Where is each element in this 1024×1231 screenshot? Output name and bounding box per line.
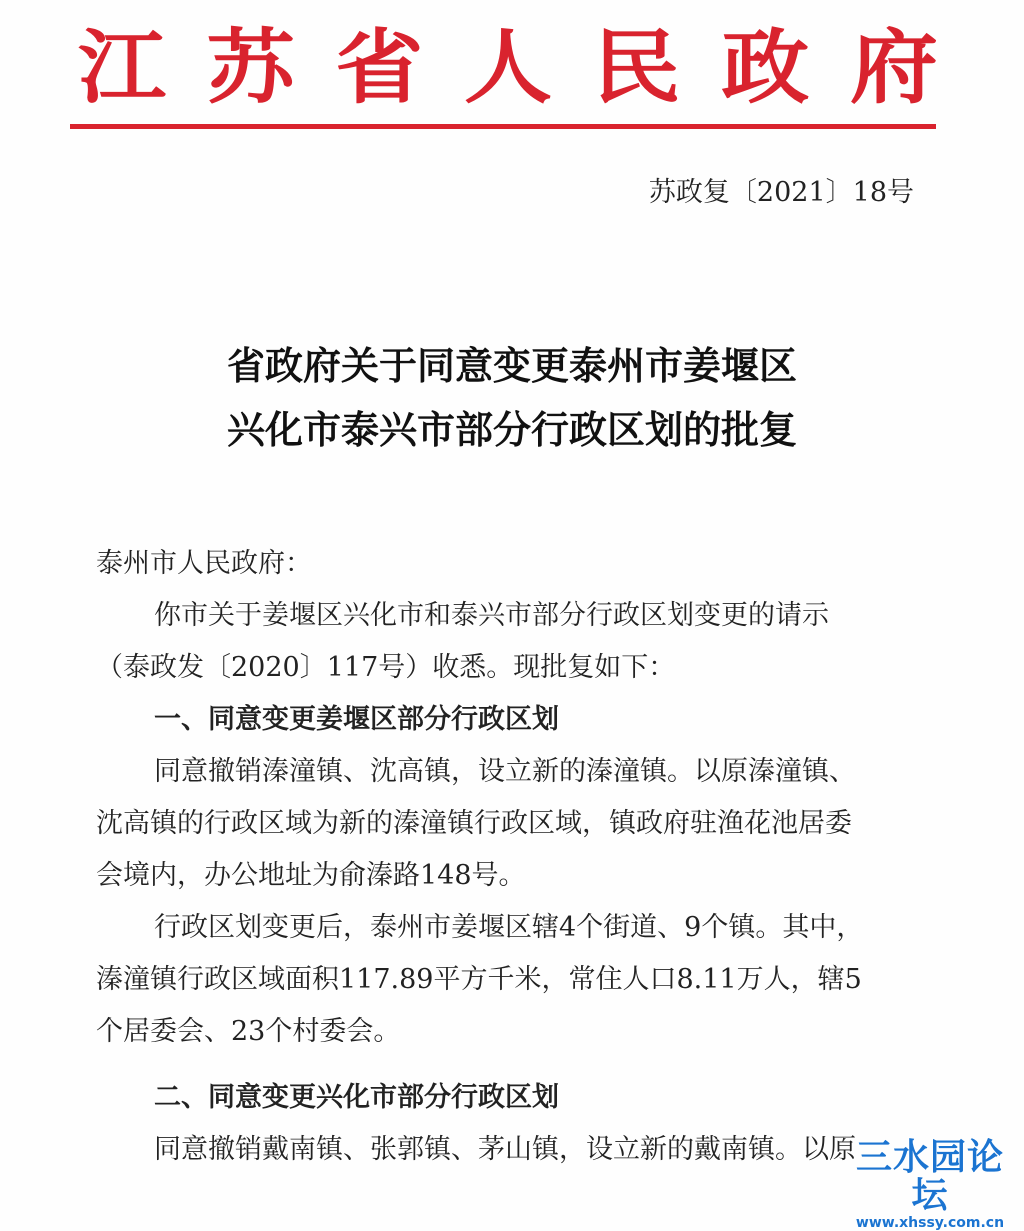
title-line-1: 省政府关于同意变更泰州市姜堰区 — [226, 344, 797, 388]
addressee: 泰州市人民政府： — [96, 548, 312, 579]
masthead-char: 江 — [78, 20, 167, 115]
masthead-char: 政 — [721, 20, 810, 115]
intro-line: （泰政发〔2020〕117号）收悉。现批复如下： — [96, 652, 676, 683]
paragraph-line: 会境内，办公地址为俞溱路148号。 — [96, 860, 526, 891]
section-1-heading: 一、同意变更姜堰区部分行政区划 — [154, 704, 559, 735]
masthead-char: 苏 — [206, 20, 295, 115]
masthead-char: 人 — [463, 20, 552, 115]
paragraph-line: 同意撤销溱潼镇、沈高镇，设立新的溱潼镇。以原溱潼镇、 — [154, 756, 856, 787]
document-body — [96, 538, 932, 1176]
document-title — [0, 334, 1024, 462]
watermark-name: 三水园论坛 — [855, 1137, 1004, 1216]
spacer — [96, 1058, 932, 1072]
paragraph-line: 同意撤销戴南镇、张郭镇、茅山镇，设立新的戴南镇。以原 — [154, 1134, 856, 1165]
watermark-url: www.xhssy.com.cn — [855, 1215, 1005, 1231]
section-2-heading: 二、同意变更兴化市部分行政区划 — [154, 1082, 559, 1113]
paragraph-line: 个居委会、23个村委会。 — [96, 1016, 401, 1047]
masthead-char: 省 — [335, 20, 424, 115]
paragraph-line: 溱潼镇行政区域面积117.89平方千米，常住人口8.11万人，辖5 — [96, 964, 862, 995]
intro-line: 你市关于姜堰区兴化市和泰兴市部分行政区划变更的请示 — [154, 600, 829, 631]
paragraph-line: 沈高镇的行政区域为新的溱潼镇行政区域，镇政府驻渔花池居委 — [96, 808, 852, 839]
document-number: 苏政复〔2021〕18号 — [648, 177, 914, 208]
masthead-char: 民 — [592, 20, 681, 115]
red-header-rule — [70, 124, 936, 129]
forum-watermark — [842, 1137, 1018, 1231]
title-line-2: 兴化市泰兴市部分行政区划的批复 — [226, 408, 797, 452]
paragraph-line: 行政区划变更后，泰州市姜堰区辖4个街道、9个镇。其中， — [154, 912, 864, 943]
masthead — [78, 18, 938, 118]
masthead-char: 府 — [849, 20, 938, 115]
